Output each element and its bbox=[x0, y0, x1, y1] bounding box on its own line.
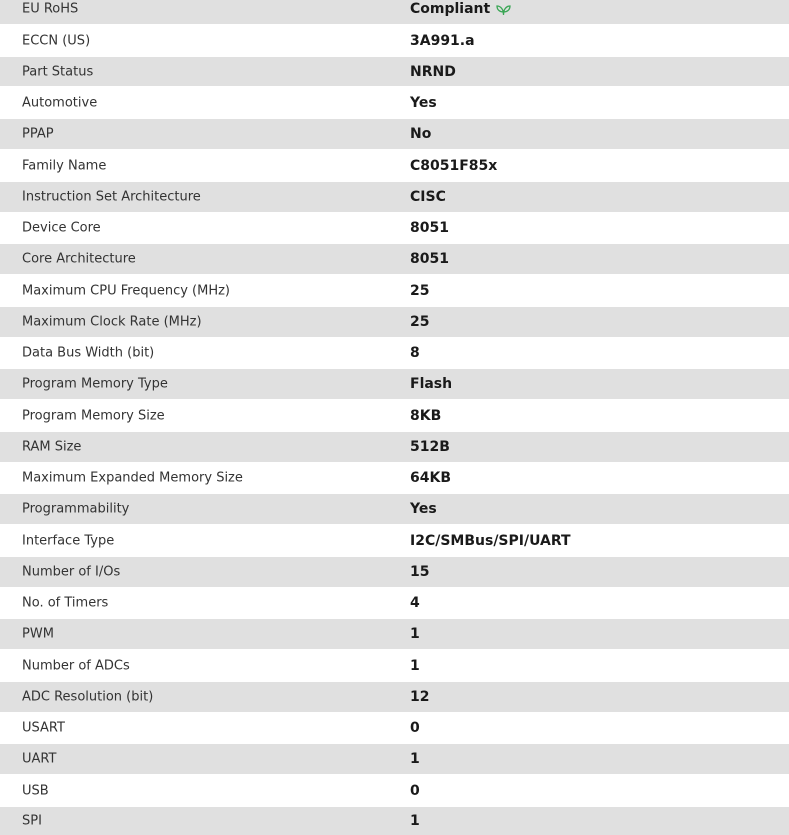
spec-value: 1 bbox=[410, 751, 420, 767]
spec-label: PWM bbox=[22, 626, 54, 642]
spec-row bbox=[0, 212, 789, 244]
spec-label: USB bbox=[22, 783, 49, 798]
spec-value: 1 bbox=[410, 813, 420, 829]
spec-row bbox=[0, 619, 789, 649]
spec-row-eu-rohs bbox=[0, 0, 789, 24]
spec-label: UART bbox=[22, 751, 57, 767]
spec-row bbox=[0, 307, 789, 337]
spec-value: 0 bbox=[410, 782, 420, 799]
spec-value: 8 bbox=[410, 345, 420, 361]
spec-row bbox=[0, 494, 789, 524]
spec-value: 64KB bbox=[410, 470, 452, 486]
spec-row bbox=[0, 182, 789, 212]
spec-label: Program Memory Size bbox=[22, 408, 165, 423]
spec-value: 15 bbox=[410, 564, 430, 580]
spec-label: USART bbox=[22, 720, 65, 736]
spec-value: 4 bbox=[410, 595, 420, 611]
spec-value: 0 bbox=[410, 720, 420, 736]
spec-label: Maximum CPU Frequency (MHz) bbox=[22, 283, 230, 298]
spec-row bbox=[0, 712, 789, 744]
spec-row bbox=[0, 432, 789, 462]
spec-row bbox=[0, 744, 789, 774]
spec-value: 1 bbox=[410, 626, 420, 642]
spec-value: 25 bbox=[410, 314, 430, 330]
leaf-icon bbox=[496, 3, 511, 15]
spec-row bbox=[0, 682, 789, 712]
spec-value: 8KB bbox=[410, 407, 442, 424]
spec-value: CISC bbox=[410, 189, 446, 205]
spec-label: Programmability bbox=[22, 501, 130, 517]
spec-value: 8051 bbox=[410, 220, 449, 236]
spec-value: Yes bbox=[410, 94, 437, 111]
spec-label: No. of Timers bbox=[22, 595, 109, 611]
spec-label: Interface Type bbox=[22, 533, 115, 548]
spec-value: 8051 bbox=[410, 251, 449, 267]
spec-row bbox=[0, 274, 789, 307]
spec-value: NRND bbox=[410, 63, 456, 80]
spec-label: Device Core bbox=[22, 220, 101, 236]
spec-label: SPI bbox=[22, 813, 42, 829]
spec-row bbox=[0, 807, 789, 835]
spec-value: 512B bbox=[410, 439, 450, 455]
spec-row bbox=[0, 57, 789, 86]
spec-value-text: Compliant bbox=[410, 1, 491, 17]
spec-label: ECCN (US) bbox=[22, 33, 91, 48]
spec-row bbox=[0, 119, 789, 149]
spec-label: Number of ADCs bbox=[22, 658, 130, 673]
spec-row bbox=[0, 649, 789, 682]
spec-value: Yes bbox=[410, 501, 437, 517]
spec-row bbox=[0, 774, 789, 807]
spec-row bbox=[0, 462, 789, 494]
spec-label: Maximum Clock Rate (MHz) bbox=[22, 314, 202, 330]
spec-row bbox=[0, 524, 789, 557]
spec-label: Number of I/Os bbox=[22, 564, 121, 580]
spec-label: EU RoHS bbox=[22, 1, 79, 17]
spec-label: ADC Resolution (bit) bbox=[22, 689, 154, 705]
spec-value: I2C/SMBus/SPI/UART bbox=[410, 532, 571, 549]
spec-value: 3A991.a bbox=[410, 32, 475, 49]
spec-label: Part Status bbox=[22, 64, 94, 79]
spec-label: Family Name bbox=[22, 158, 107, 173]
spec-label: Maximum Expanded Memory Size bbox=[22, 470, 243, 486]
spec-label: RAM Size bbox=[22, 439, 82, 455]
spec-row bbox=[0, 557, 789, 587]
spec-row bbox=[0, 399, 789, 432]
spec-value bbox=[410, 2, 511, 16]
spec-label: PPAP bbox=[22, 126, 54, 142]
spec-label: Automotive bbox=[22, 95, 98, 110]
spec-value: No bbox=[410, 126, 432, 142]
spec-label: Core Architecture bbox=[22, 251, 136, 267]
spec-row bbox=[0, 369, 789, 399]
spec-row bbox=[0, 337, 789, 369]
spec-label: Instruction Set Architecture bbox=[22, 189, 201, 205]
spec-value: 12 bbox=[410, 689, 430, 705]
spec-value: 25 bbox=[410, 282, 430, 299]
spec-row bbox=[0, 244, 789, 274]
spec-row bbox=[0, 587, 789, 619]
spec-label: Program Memory Type bbox=[22, 376, 168, 392]
spec-value: 1 bbox=[410, 657, 420, 674]
spec-row bbox=[0, 86, 789, 119]
spec-value: C8051F85x bbox=[410, 157, 498, 174]
spec-label: Data Bus Width (bit) bbox=[22, 345, 155, 361]
spec-row bbox=[0, 24, 789, 57]
spec-value: Flash bbox=[410, 376, 453, 392]
spec-row bbox=[0, 149, 789, 182]
